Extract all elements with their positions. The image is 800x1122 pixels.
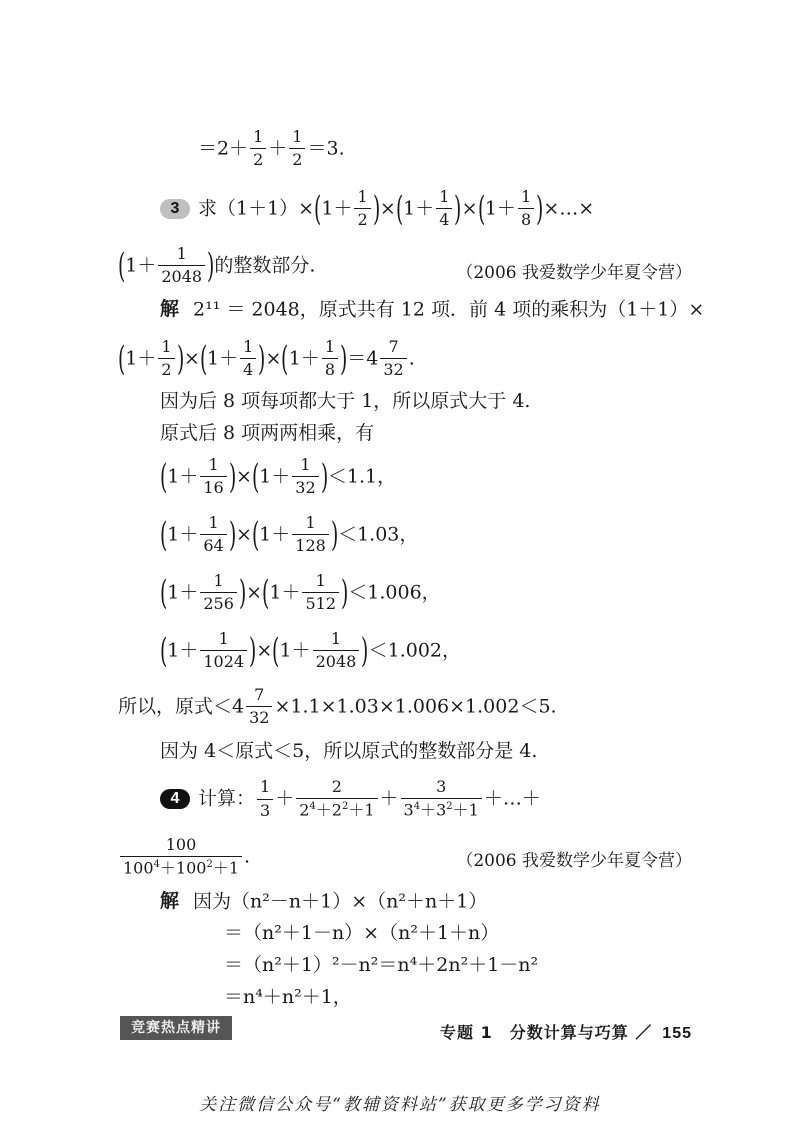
problem-3-statement: 3 求（1＋1）×(1＋ $\frac{1}{2}$ )×(1＋ $\frac{1}{4}$ )×(1＋ $\frac{1}{8}$ )×…×: [160, 188, 594, 230]
solution-3-conclusion-2: 因为 4＜原式＜5，所以原式的整数部分是 4.: [160, 740, 538, 762]
continued-equation: ＝2＋ $\frac{1}{2}$ ＋ $\frac{1}{2}$ ＝3.: [198, 127, 345, 170]
problem-4-statement-cont: $\frac{100}{100^4+100^2+1}$ .: [118, 836, 250, 878]
bottom-note: 关注微信公众号“教辅资料站”获取更多学习资料: [199, 1095, 601, 1115]
solution-3-line-4: 原式后 8 项两两相乘，有: [160, 422, 375, 444]
page-number: 155: [662, 1025, 692, 1042]
section-tag: 竞赛热点精讲: [120, 1016, 232, 1040]
problem-number-badge: 4: [160, 789, 190, 809]
inequality-1: (1＋ $\frac{1}{16}$ )×(1＋ $\frac{1}{32}$ )＜1.1，: [159, 455, 397, 498]
solution-3-line-1: 解 2¹¹ ＝ 2048，原式共有 12 项．前 4 项的乘积为（1＋1）×: [160, 298, 705, 321]
problem-4-statement: 4 计算： $\frac{1}{3}$ ＋ $\frac{2}{2^4+2^2+1}$ ＋ $\frac{3}{3^4+3^2+1}$ ＋…＋: [160, 778, 541, 820]
problem-4-source: （2006 我爱数学少年夏令营）: [456, 851, 692, 871]
problem-3-source: （2006 我爱数学少年夏令营）: [456, 263, 692, 283]
inequality-3: (1＋ $\frac{1}{256}$ )×(1＋ $\frac{1}{512}$ )＜1.006，: [159, 571, 441, 614]
solution-3-line-3: 因为后 8 项每项都大于 1，所以原式大于 4.: [160, 390, 531, 412]
solution-3-conclusion-1: 所以，原式＜4 $\frac{7}{32}$ ×1.1×1.03×1.006×1.002＜5.: [118, 685, 557, 728]
solution-4-line-2: ＝（n²＋1－n）×（n²＋1＋n）: [224, 922, 500, 944]
chapter-title: 专题 1 分数计算与巧算 ／: [440, 1023, 653, 1042]
running-footer: [440, 1020, 692, 1043]
inequality-4: (1＋ $\frac{1}{1024}$ )×(1＋ $\frac{1}{2048}$ )＜1.002，: [159, 629, 462, 672]
solution-3-line-2: (1＋ $\frac{1}{2}$ )×(1＋ $\frac{1}{4}$ )×(1＋ $\frac{1}{8}$ )＝4 $\frac{7}{32}$ .: [117, 337, 415, 380]
inequality-2: (1＋ $\frac{1}{64}$ )×(1＋ $\frac{1}{128}$ )＜1.03，: [159, 513, 419, 556]
solution-4-line-1: 解 因为（n²－n＋1）×（n²＋n＋1）: [160, 890, 488, 913]
problem-3-statement-cont: (1＋ $\frac{1}{2048}$ )的整数部分.: [117, 244, 316, 287]
solution-4-line-3: ＝（n²＋1）²－n²＝n⁴＋2n²＋1－n²: [224, 954, 539, 976]
solution-4-line-4: ＝n⁴＋n²＋1，: [224, 986, 352, 1008]
problem-number-badge: 3: [160, 199, 190, 219]
